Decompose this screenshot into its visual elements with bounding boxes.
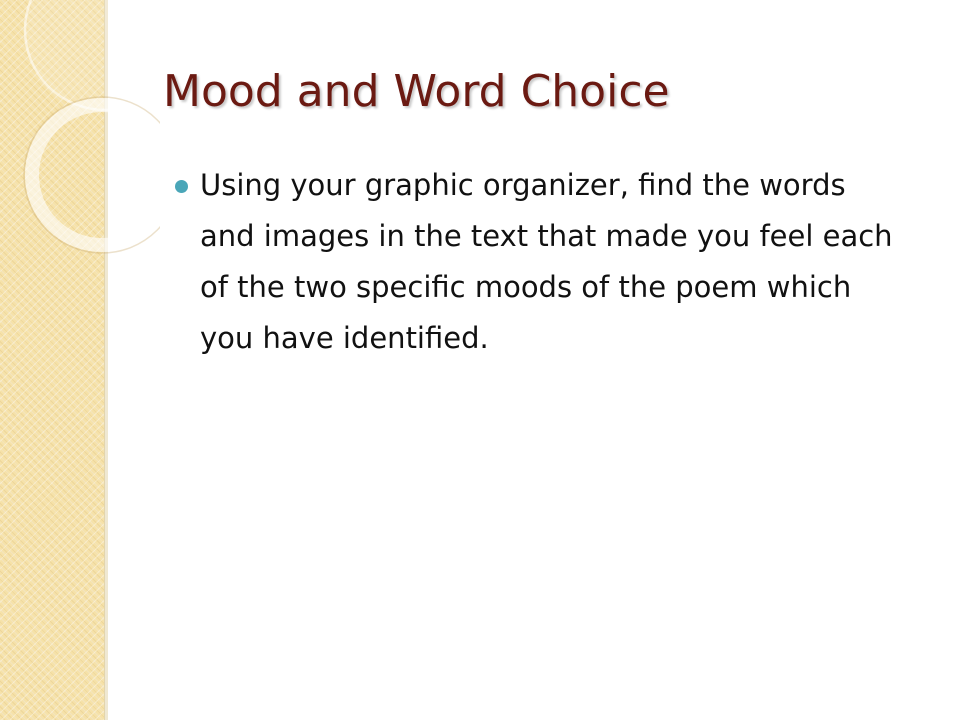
bullet-icon [175,180,188,193]
bullet-text: Using your graphic organizer, find the words and images in the text that made you feel each of the two specific moods of the poem which you have identified. [200,168,893,355]
bullet-item [175,160,895,364]
slide-title: Mood and Word Choice [163,66,670,117]
decorative-circle-ring [32,105,160,245]
decorative-circles [0,0,160,260]
decorative-circle-large [25,0,160,110]
bullet-list [175,160,895,364]
